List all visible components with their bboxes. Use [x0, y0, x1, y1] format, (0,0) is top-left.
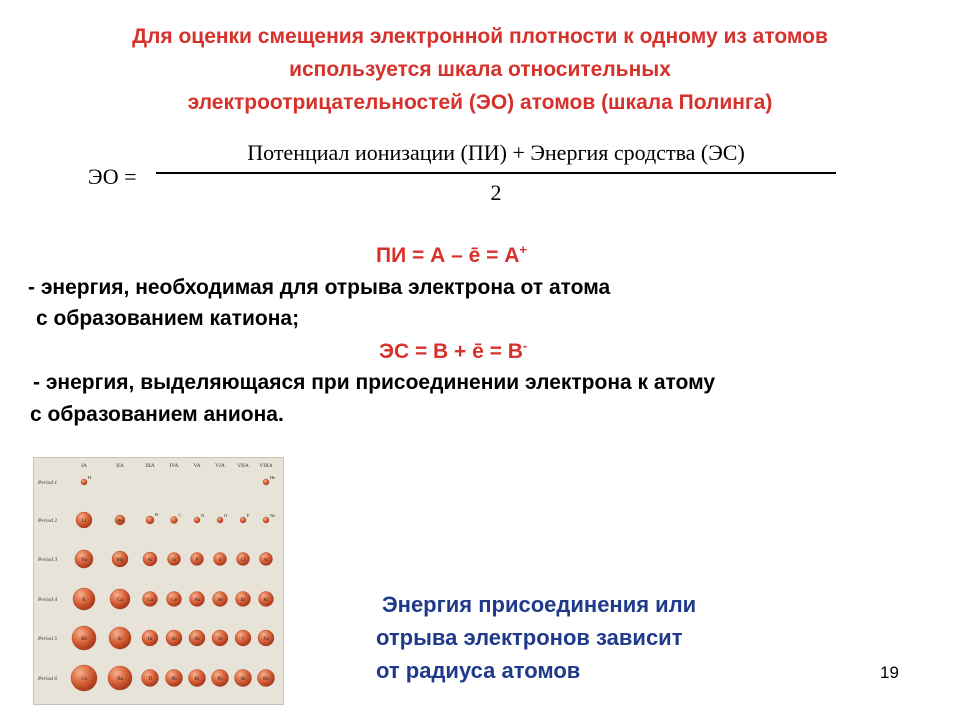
atom-label-H: H [88, 475, 92, 480]
title-line-1: Для оценки смещения электронной плотности к одному из атомов [132, 25, 828, 48]
atom-label-In: In [147, 636, 153, 642]
atom-label-Ga: Ga [147, 597, 153, 603]
atom-C [171, 517, 178, 524]
title-line-3: электроотрицательностей (ЭО) атомов (шкала Полинга) [187, 91, 773, 114]
affinity-superscript: - [522, 338, 528, 353]
title-line-2: используется шкала относительных [289, 58, 671, 81]
atom-label-Sb: Sb [194, 636, 200, 642]
atom-label-I: I [242, 636, 244, 642]
atom-label-C: C [178, 512, 182, 518]
atom-label-Tl: Tl [147, 676, 153, 682]
atom-label-B: B [155, 512, 159, 517]
atom-label-He: He [270, 475, 276, 480]
electronegativity-formula [80, 140, 860, 220]
page-number: 19 [880, 663, 899, 682]
formula-lhs: ЭО = [88, 164, 137, 189]
atomic-radius-svg [34, 458, 283, 704]
atom-Ne [263, 517, 269, 523]
period-label: Period 2 [38, 518, 58, 524]
formula-numerator: Потенциал ионизации (ПИ) + Энергия сродства (ЭС) [247, 140, 745, 165]
ionization-desc-line-2: с образованием катиона; [36, 307, 300, 330]
atom-label-Pb: Pb [171, 676, 177, 682]
atom-label-Ne: Ne [270, 513, 276, 518]
affinity-equation-text: ЭС = В + ē = В [379, 340, 523, 363]
atom-H [81, 479, 87, 485]
atom-B [146, 516, 154, 524]
atom-label-Bi: Bi [194, 676, 200, 682]
atom-label-Ba: Ba [117, 676, 123, 682]
atom-label-As: As [194, 597, 200, 603]
group-header-VIIA: VIIA [237, 463, 249, 469]
formula-fraction [156, 140, 836, 206]
atom-label-At: At [240, 676, 246, 682]
group-header-IA: IA [81, 463, 87, 469]
atom-label-Cl: Cl [240, 557, 246, 563]
atomic-radius-table-image [33, 457, 284, 705]
atom-label-Li: Li [81, 518, 87, 524]
affinity-desc-line-1: - энергия, выделяющаяся при присоединении электрона к атому [33, 371, 716, 394]
note-line-2: отрыва электронов зависит [376, 625, 683, 650]
period-label: Period 3 [38, 557, 58, 563]
period-label: Period 5 [38, 636, 58, 642]
group-header-IIA: IIA [116, 463, 124, 469]
group-header-IVA: IVA [169, 463, 179, 469]
atom-label-Si: Si [171, 557, 177, 563]
period-label: Period 1 [38, 480, 58, 486]
atom-label-Br: Br [240, 597, 246, 603]
note-line-1: Энергия присоединения или [382, 592, 697, 617]
atom-label-K: K [82, 597, 86, 603]
atom-He [263, 479, 269, 485]
radius-note [376, 588, 696, 687]
period-label: Period 6 [38, 676, 58, 682]
ionization-equation [376, 242, 527, 268]
atom-label-Ar: Ar [263, 557, 269, 563]
atom-label-Mg: Mg [116, 557, 124, 563]
atom-label-Se: Se [217, 597, 223, 603]
ionization-superscript: + [519, 242, 528, 257]
atom-label-Na: Na [81, 557, 87, 563]
atom-label-Rn: Rn [263, 676, 269, 682]
atom-label-S: S [218, 557, 222, 563]
affinity-equation [379, 338, 527, 364]
atom-label-Ca: Ca [117, 597, 123, 603]
atom-label-Sr: Sr [117, 636, 123, 642]
atom-label-Po: Po [217, 676, 223, 682]
atom-label-Kr: Kr [263, 597, 269, 603]
group-header-VIA: VIA [215, 463, 225, 469]
affinity-desc-line-2: с образованием аниона. [30, 403, 284, 426]
slide-title [20, 20, 940, 119]
group-header-IIIA: IIIA [145, 463, 155, 469]
atom-label-Ge: Ge [171, 597, 177, 603]
group-header-VA: VA [193, 463, 201, 469]
atom-label-Sn: Sn [171, 636, 177, 642]
atom-label-Cs: Cs [81, 676, 87, 682]
atom-label-Xe: Xe [263, 636, 269, 642]
atom-label-Be: Be [117, 518, 123, 524]
atom-label-Rb: Rb [81, 636, 87, 642]
ionization-equation-text: ПИ = А – ē = А [376, 244, 520, 267]
period-label: Period 4 [38, 597, 58, 603]
atom-label-N: N [201, 513, 205, 518]
atom-F [240, 517, 246, 523]
fraction-bar [156, 172, 836, 174]
group-header-VIIIA: VIIIA [259, 463, 273, 469]
atom-label-P: P [195, 557, 199, 563]
atom-label-F: F [247, 513, 250, 518]
atom-label-Al: Al [147, 557, 153, 563]
formula-denominator: 2 [490, 179, 502, 205]
atom-label-Te: Te [217, 636, 223, 642]
atom-O [217, 517, 223, 523]
atom-label-O: O [224, 513, 228, 518]
note-line-3: от радиуса атомов [376, 658, 581, 683]
atom-N [194, 517, 200, 523]
ionization-desc-line-1: - энергия, необходимая для отрыва электрона от атома [28, 276, 611, 299]
